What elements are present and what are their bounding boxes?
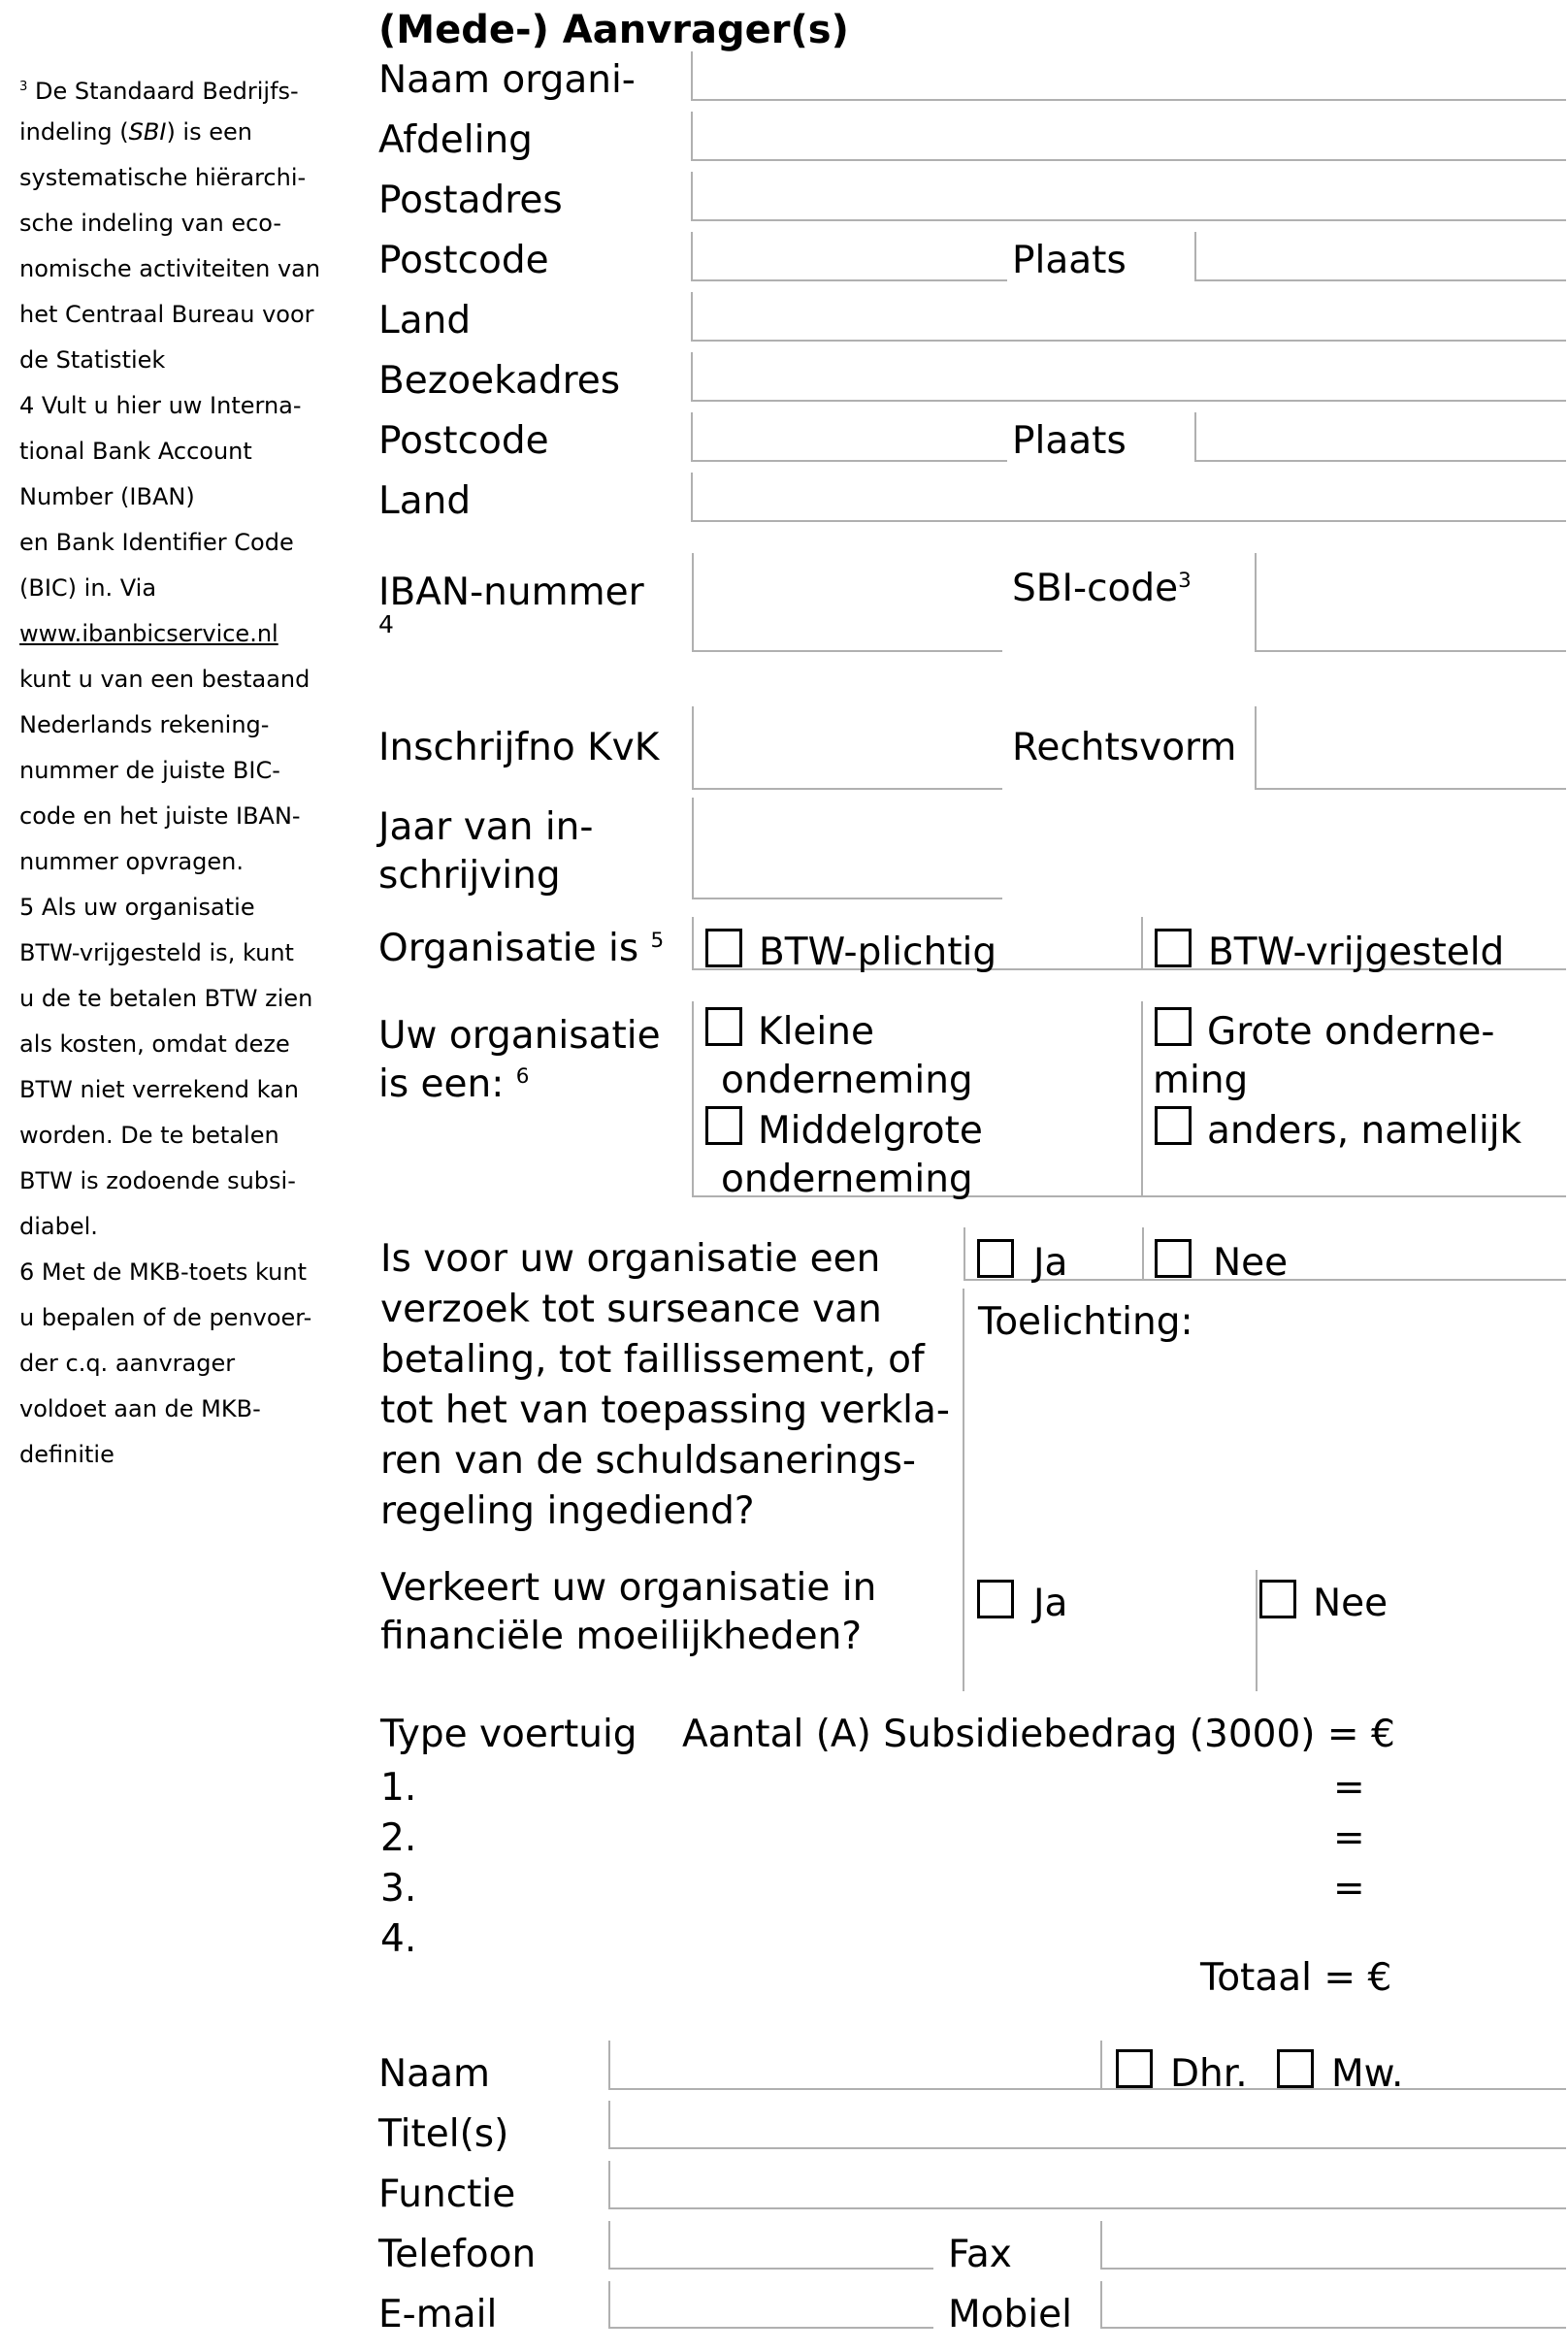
mkb-footnote-marker: 6 — [515, 1064, 530, 1089]
footnote-line: BTW-vrijgesteld is, kunt — [19, 939, 294, 966]
footnote-line: der c.q. aanvrager — [19, 1350, 236, 1377]
field-jaar-inschrijving[interactable] — [692, 798, 1002, 899]
iban-footnote-marker: 4 — [378, 610, 394, 638]
footnote-line: nummer de juiste BIC- — [19, 757, 280, 784]
postcode-post-label: Postcode — [378, 239, 549, 282]
field-land-post[interactable] — [691, 292, 1566, 342]
ibanbicservice-link[interactable]: www.ibanbicservice.nl — [19, 620, 278, 647]
kleine-onderneming-label-line1: Kleine — [758, 1010, 874, 1054]
checkbox-middelgrote-onderneming[interactable] — [705, 1106, 742, 1145]
checkbox-anders-namelijk[interactable] — [1155, 1106, 1192, 1145]
vehicle-row-1-equals: = — [1333, 1766, 1365, 1810]
footnote-line: 4 Vult u hier uw Interna- — [19, 392, 302, 419]
field-plaats-bezoek[interactable] — [1194, 412, 1566, 462]
footnote-line: worden. De te betalen — [19, 1122, 279, 1149]
field-bezoekadres[interactable] — [691, 352, 1566, 402]
middelgrote-onderneming-label-line1: Middelgrote — [758, 1109, 983, 1153]
cell-q1-nee — [1142, 1227, 1566, 1281]
middelgrote-onderneming-label-line2: onderneming — [721, 1158, 973, 1201]
btw-footnote-marker: 5 — [650, 929, 665, 953]
field-kvk[interactable] — [692, 706, 1002, 790]
organisatie-is-label: Organisatie is $^5$ — [378, 927, 665, 970]
field-iban[interactable] — [692, 553, 1002, 652]
jaar-inschrijving-label-line1: Jaar van in- — [378, 805, 594, 849]
land-bezoek-label: Land — [378, 479, 472, 523]
footnote-line: definitie — [19, 1441, 114, 1468]
grote-onderneming-label-line1: Grote onderne- — [1207, 1010, 1495, 1054]
footnote-line: $^3$ De Standaard Bedrijfs- — [19, 78, 299, 105]
field-contact-fax[interactable] — [1100, 2221, 1566, 2270]
footnote-line: systematische hiërarchi- — [19, 164, 307, 191]
btw-vrijgesteld-label: BTW-vrijgesteld — [1208, 931, 1505, 974]
postadres-label: Postadres — [378, 179, 563, 222]
footnote-line: indeling (SBI) is een — [19, 118, 252, 146]
footnote-line: BTW niet verrekend kan — [19, 1076, 299, 1103]
field-sbi-code[interactable] — [1255, 553, 1566, 652]
contact-fax-label: Fax — [948, 2233, 1012, 2276]
field-postadres[interactable] — [691, 172, 1566, 221]
field-naam-organisatie[interactable] — [691, 51, 1566, 101]
question-surseance: Is voor uw organisatie een verzoek tot surseance van betaling, tot faillissement, of tot het van toepassing verkla- ren van de schuldsanerings- regeling ingediend? — [380, 1237, 950, 1533]
contact-telefoon-label: Telefoon — [378, 2233, 537, 2276]
footnote-line: het Centraal Bureau voor — [19, 301, 314, 328]
anders-namelijk-label: anders, namelijk — [1207, 1109, 1522, 1153]
grote-onderneming-label-line2: ming — [1153, 1059, 1249, 1102]
section-title: (Mede-) Aanvrager(s) — [378, 8, 849, 52]
footnote-line: 6 Met de MKB-toets kunt — [19, 1258, 308, 1286]
vehicle-row-4-number: 4. — [380, 1917, 417, 1961]
uw-organisatie-label-line1: Uw organisatie — [378, 1014, 661, 1058]
plaats-bezoek-label: Plaats — [1012, 419, 1127, 463]
checkbox-grote-onderneming[interactable] — [1155, 1007, 1192, 1046]
footnote-line: nummer opvragen. — [19, 848, 244, 875]
field-contact-functie[interactable] — [608, 2161, 1566, 2209]
btw-plichtig-label: BTW-plichtig — [759, 931, 997, 974]
contact-email-label: E-mail — [378, 2293, 498, 2336]
toelichting-label: Toelichting: — [978, 1300, 1193, 1344]
q1-nee-label: Nee — [1213, 1241, 1289, 1285]
field-afdeling[interactable] — [691, 112, 1566, 161]
dhr-label: Dhr. — [1170, 2052, 1248, 2096]
mw-label: Mw. — [1331, 2052, 1404, 2096]
contact-titels-label: Titel(s) — [378, 2112, 509, 2156]
field-contact-mobiel[interactable] — [1100, 2281, 1566, 2329]
footnote-line: als kosten, omdat deze — [19, 1030, 290, 1058]
sbi-code-label: SBI-code$^3$ — [1012, 567, 1192, 610]
field-postcode-post[interactable] — [691, 232, 1007, 281]
footnote-line — [19, 611, 359, 657]
footnote-line: 5 Als uw organisatie — [19, 894, 255, 921]
footnote-line: Number (IBAN) — [19, 483, 195, 510]
field-land-bezoek[interactable] — [691, 473, 1566, 522]
footnote-line: Nederlands rekening- — [19, 711, 270, 738]
field-postcode-bezoek[interactable] — [691, 412, 1007, 462]
kleine-onderneming-label-line2: onderneming — [721, 1059, 973, 1102]
field-contact-telefoon[interactable] — [608, 2221, 933, 2270]
vehicle-total-label: Totaal = € — [1200, 1956, 1392, 2000]
contact-functie-label: Functie — [378, 2172, 516, 2216]
question-financiele-moeilijkheden: Verkeert uw organisatie in financiële moeilijkheden? — [380, 1566, 877, 1658]
iban-label: IBAN-nummer — [378, 571, 644, 614]
afdeling-label: Afdeling — [378, 118, 533, 162]
cell-q2-nee — [1256, 1570, 1566, 1691]
vehicle-row-1-number: 1. — [380, 1766, 417, 1810]
contact-naam-label: Naam — [378, 2052, 490, 2096]
q2-ja-label: Ja — [1033, 1582, 1068, 1625]
checkbox-q2-nee[interactable] — [1259, 1580, 1296, 1618]
vehicle-row-2-number: 2. — [380, 1816, 417, 1860]
jaar-inschrijving-label-line2: schrijving — [378, 854, 561, 898]
footnote-line: u de te betalen BTW zien — [19, 985, 313, 1012]
footnote-line: de Statistiek — [19, 346, 166, 374]
footnote-line: nomische activiteiten van — [19, 255, 321, 282]
contact-mobiel-label: Mobiel — [948, 2293, 1072, 2336]
vehicle-row-3-number: 3. — [380, 1867, 417, 1911]
kvk-label: Inschrijfno KvK — [378, 726, 660, 769]
uw-organisatie-label-line2: is een: $^6$ — [378, 1062, 530, 1106]
footnote-line: diabel. — [19, 1213, 98, 1240]
bezoekadres-label: Bezoekadres — [378, 359, 621, 403]
checkbox-dhr[interactable] — [1116, 2049, 1153, 2088]
field-contact-titels[interactable] — [608, 2101, 1566, 2149]
footnote-line: (BIC) in. Via — [19, 574, 157, 602]
checkbox-q1-nee[interactable] — [1155, 1239, 1192, 1278]
vehicle-row-3-equals: = — [1333, 1867, 1365, 1911]
vehicle-type-column-header: Type voertuig — [380, 1713, 637, 1756]
land-post-label: Land — [378, 299, 472, 343]
checkbox-q1-ja[interactable] — [977, 1239, 1014, 1278]
sbi-italic: SBI — [128, 118, 167, 146]
vehicle-row-2-equals: = — [1333, 1816, 1365, 1860]
sbi-footnote-marker: 3 — [1178, 569, 1192, 593]
checkbox-q2-ja[interactable] — [977, 1580, 1014, 1618]
footnote-line: tional Bank Account — [19, 438, 252, 465]
footnote-line: code en het juiste IBAN- — [19, 802, 301, 830]
rechtsvorm-label: Rechtsvorm — [1012, 726, 1237, 769]
footnote-line: sche indeling van eco- — [19, 210, 282, 237]
checkbox-mw[interactable] — [1277, 2049, 1314, 2088]
footnote-3-marker: 3 — [19, 80, 28, 94]
field-contact-email[interactable] — [608, 2281, 933, 2329]
footnote-line: voldoet aan de MKB- — [19, 1395, 261, 1422]
footnote-line: u bepalen of de penvoer- — [19, 1304, 312, 1331]
checkbox-kleine-onderneming[interactable] — [705, 1007, 742, 1046]
footnote-line: en Bank Identifier Code — [19, 529, 294, 556]
footnote-line: kunt u van een bestaand — [19, 666, 310, 693]
checkbox-btw-plichtig[interactable] — [705, 929, 742, 967]
field-contact-naam[interactable] — [608, 2041, 1102, 2090]
naam-organisatie-label: Naam organi- — [378, 58, 636, 102]
plaats-post-label: Plaats — [1012, 239, 1127, 282]
field-plaats-post[interactable] — [1194, 232, 1566, 281]
postcode-bezoek-label: Postcode — [378, 419, 549, 463]
checkbox-btw-vrijgesteld[interactable] — [1155, 929, 1192, 967]
q2-nee-label: Nee — [1313, 1582, 1388, 1625]
q1-ja-label: Ja — [1033, 1241, 1068, 1285]
field-rechtsvorm[interactable] — [1255, 706, 1566, 790]
footnote-line: BTW is zodoende subsi- — [19, 1167, 296, 1194]
footnotes-sidebar — [19, 64, 359, 1478]
vehicle-amount-column-header: Aantal (A) Subsidiebedrag (3000) = € — [682, 1713, 1395, 1756]
